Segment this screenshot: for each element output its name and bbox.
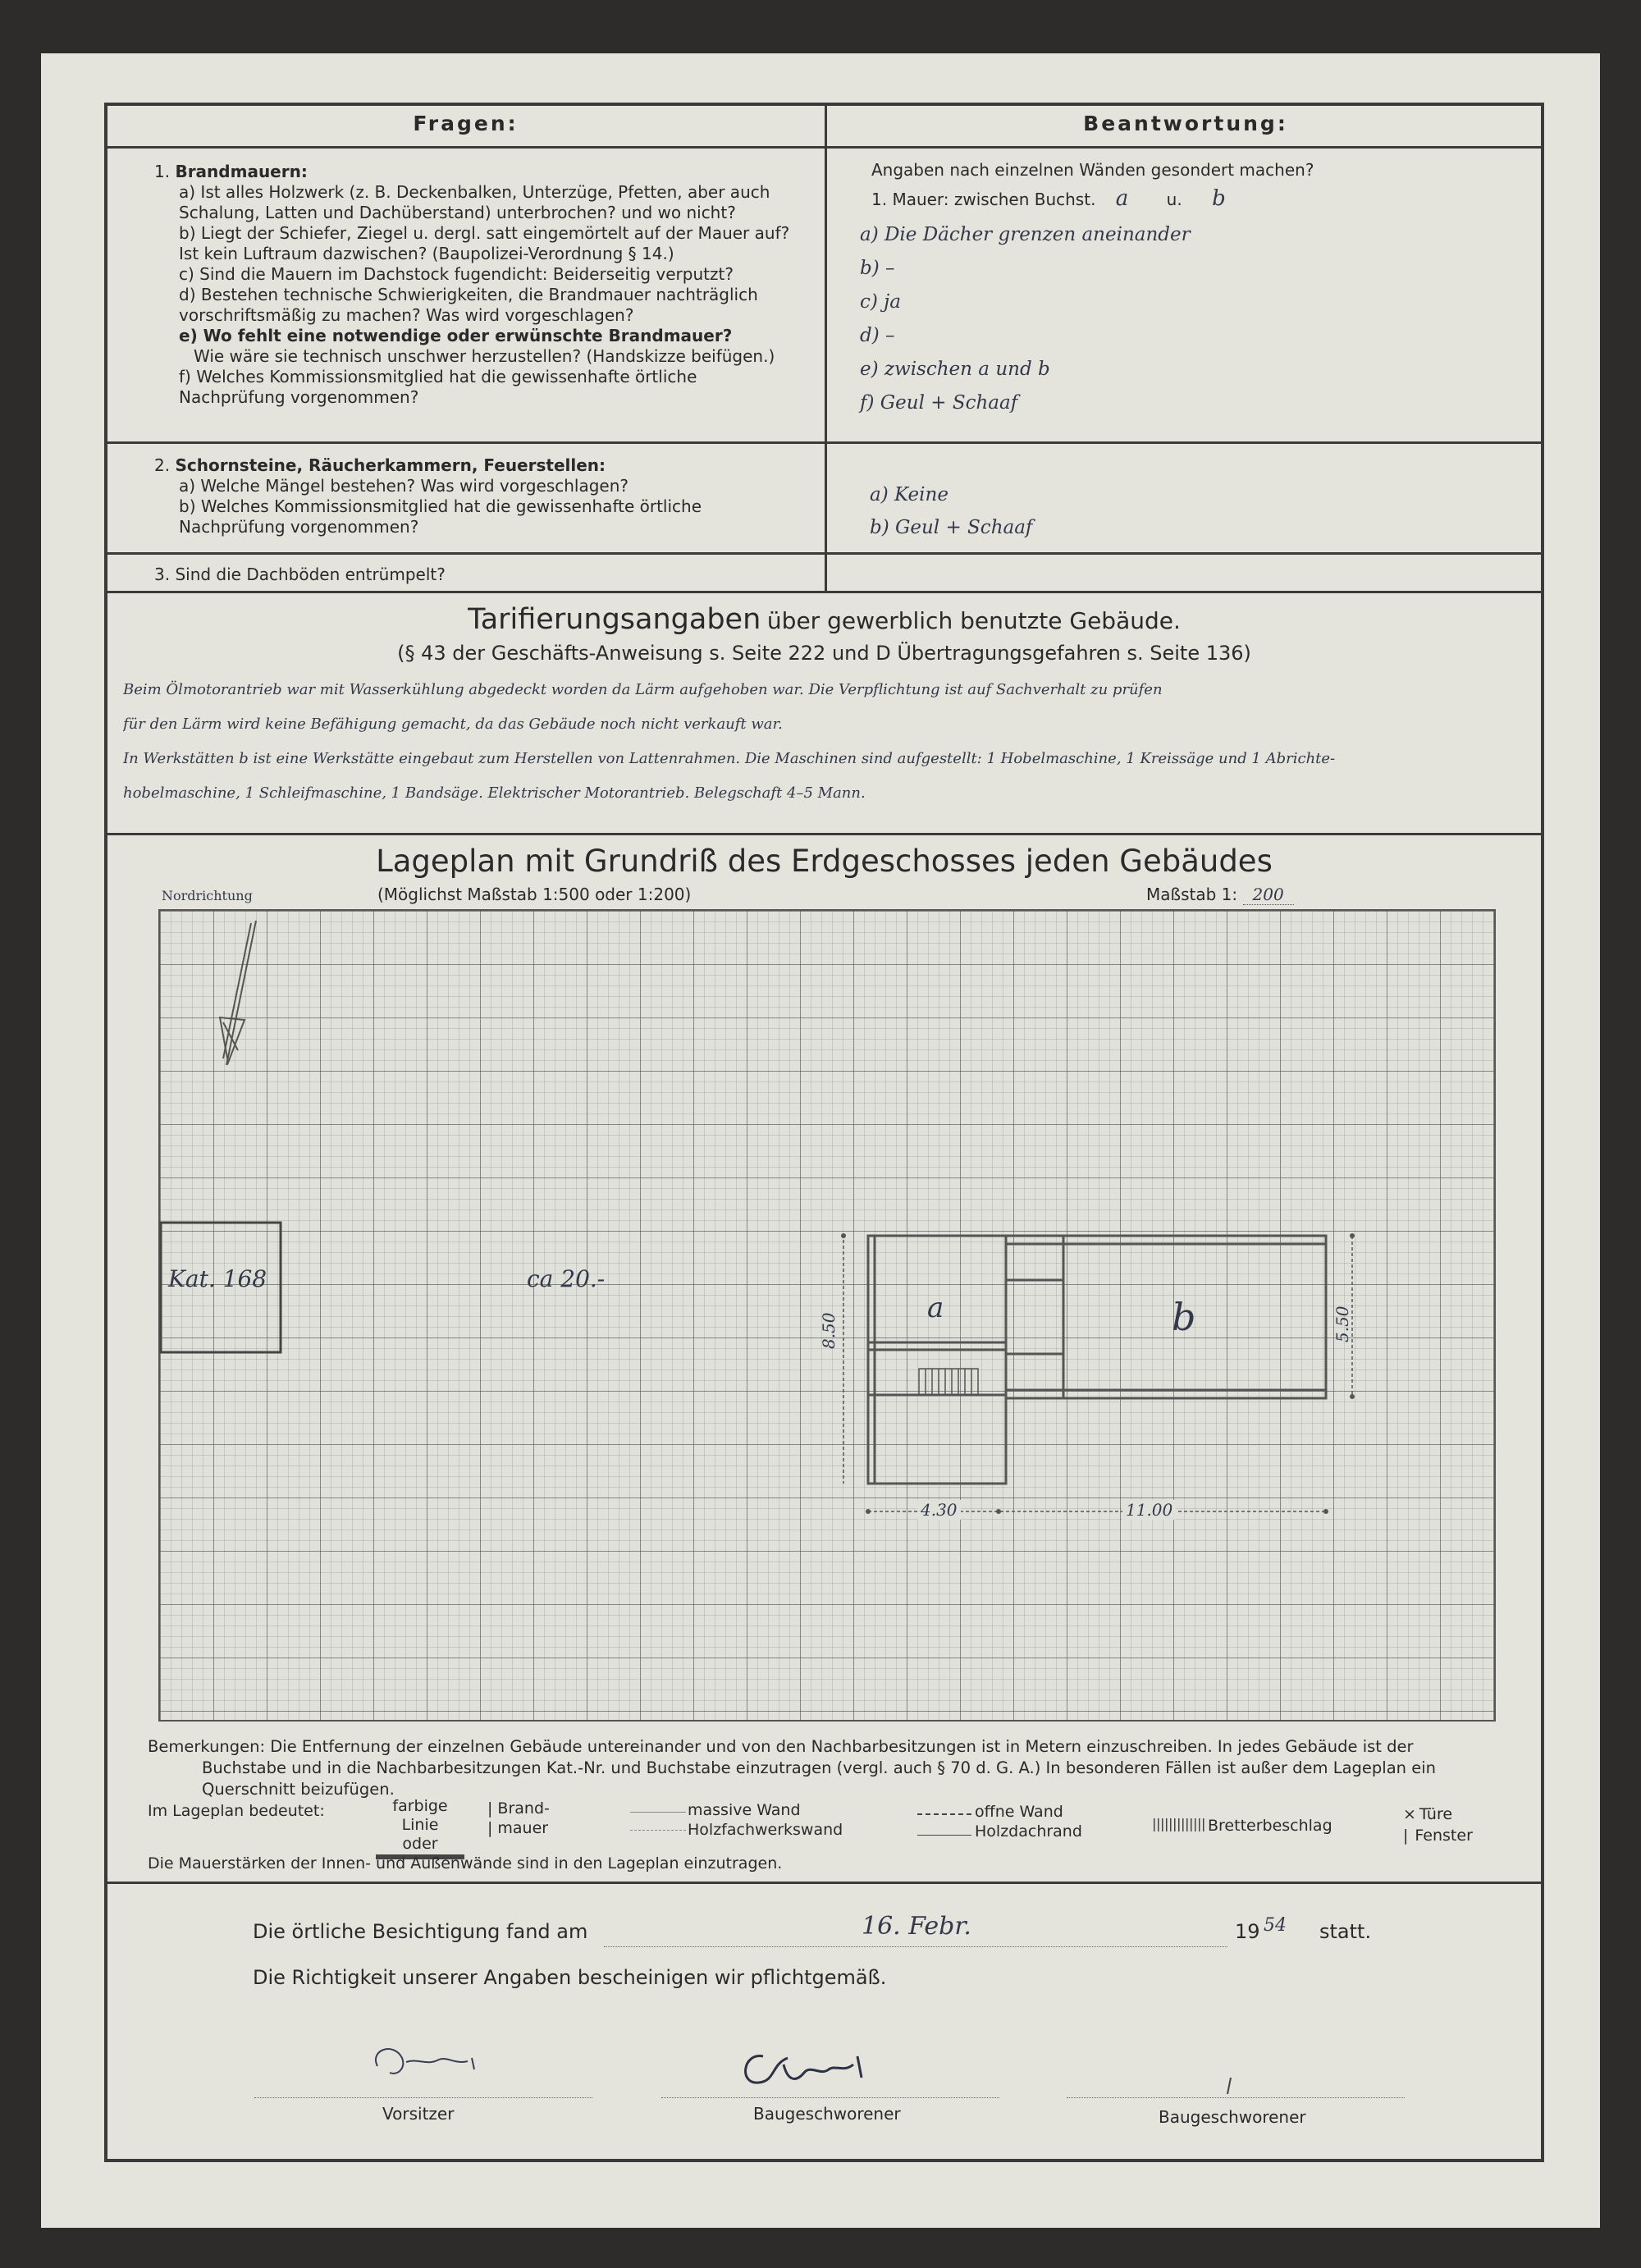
legend-door-window — [1403, 1804, 1473, 1846]
remarks-line2: Buchstabe und in die Nachbarbesitzungen Kat.-Nr. und Buchstabe einzutragen (vergl. auch § 70 d. G. A.) In besonderen Fällen ist außer dem Lageplan ein — [202, 1758, 1437, 1777]
distance-label: ca 20.- — [527, 1265, 606, 1292]
ans1c: c) ja — [860, 291, 902, 313]
section2-questions: 2. Schornsteine, Räucherkammern, Feuerstellen: a) Welche Mängel bestehen? Was wird vorgeschlagen? b) Welches Kommissionsmitglied hat die gewissenhafte örtliche Nachprüfung vorgenommen? — [154, 455, 794, 537]
scale-value: 200 — [1243, 885, 1294, 905]
mauer-letter-a: a — [1115, 186, 1129, 211]
legend-holz: Holzfachwerkswand — [688, 1821, 843, 1839]
inspection-date: 16. Febr. — [862, 1912, 971, 1941]
dimension-ticks — [841, 1233, 1355, 1514]
ans1e: e) zwischen a und b — [860, 359, 1050, 380]
door-icon: × — [1403, 1805, 1416, 1823]
sig3-label: Baugeschworener — [1159, 2107, 1306, 2127]
ans1b: b) – — [860, 258, 895, 279]
section1-answer-intro: Angaben nach einzelnen Wänden gesondert machen? — [871, 160, 1314, 180]
legend-color-text2: oder — [402, 1835, 438, 1853]
legend-solid-wall-swatch — [630, 1812, 686, 1813]
q2b: b) Welches Kommissionsmitglied hat die gewissenhafte örtliche Nachprüfung vorgenommen? — [179, 496, 702, 537]
ans1f: f) Geul + Schaaf — [860, 392, 1018, 414]
legend-massiv: massive Wand — [688, 1801, 801, 1819]
legend-fenster: Fenster — [1415, 1827, 1473, 1845]
q1c: c) Sind die Mauern im Dachstock fugendicht: Beiderseitig verputzt? — [179, 264, 734, 284]
q1b: b) Liegt der Schiefer, Ziegel u. dergl. satt eingemörtelt auf der Mauer auf? Ist kein Luftraum dazwischen? (Baupolizei-Verordnung § 14.) — [179, 223, 790, 263]
legend-offen: offne Wand — [975, 1803, 1063, 1821]
tarif-title-big: Tarifierungsangaben — [468, 603, 761, 636]
cert-divider — [104, 1882, 1544, 1884]
legend-firewall: | Brand- | mauer — [487, 1799, 550, 1837]
building-b-label: b — [1172, 1295, 1196, 1339]
building-a-label: a — [927, 1292, 944, 1324]
q3: 3. Sind die Dachböden entrümpelt? — [154, 565, 446, 584]
legend-colored-line — [376, 1797, 464, 1859]
juror1-signature — [738, 2040, 903, 2106]
legend-bretter: Bretterbeschlag — [1208, 1817, 1332, 1835]
remarks-line3: Querschnitt beizufügen. — [202, 1780, 395, 1799]
ans2a: a) Keine — [870, 484, 948, 505]
legend-board-swatch — [1154, 1818, 1204, 1831]
mauer-letter-b: b — [1212, 186, 1226, 211]
window-icon: | — [1403, 1827, 1409, 1845]
signature-line-2 — [661, 2097, 999, 2098]
signature-line-1 — [254, 2097, 592, 2098]
year-handwritten: 54 — [1264, 1915, 1287, 1936]
north-arrow-icon — [220, 921, 256, 1065]
tarif-hand-line1: Beim Ölmotorantrieb war mit Wasserkühlung abgedeckt worden da Lärm aufgehoben war. Die Verpflichtung ist auf Sachverhalt zu prüfen — [123, 681, 1163, 698]
legend-tuere: Türe — [1419, 1805, 1453, 1823]
legend-brand1: Brand- — [497, 1799, 550, 1818]
section2-title: Schornsteine, Räucherkammern, Feuerstellen: — [175, 455, 606, 475]
date-line — [604, 1946, 1227, 1947]
tarif-hand-line3: In Werkstätten b ist eine Werkstätte eingebaut zum Herstellen von Lattenrahmen. Die Maschinen sind aufgestellt: 1 Hobelmaschine, 1 Kreissäge und 1 Abrichte- — [123, 750, 1336, 767]
board-cladding-icon — [919, 1369, 978, 1395]
tarif-title-rest: über gewerblich benutzte Gebäude. — [766, 607, 1181, 634]
q1f: f) Welches Kommissionsmitglied hat die gewissenhafte örtliche Nachprüfung vorgenommen? — [179, 367, 697, 407]
section1-questions: 1. Brandmauern: a) Ist alles Holzwerk (z. B. Deckenbalken, Unterzüge, Pfetten, aber auch Schalung, Latten und Dachüberstand) unterbrochen? und wo nicht? b) Liegt der Schiefer, Ziegel u. dergl. satt eingemörtelt auf der Mauer auf? Ist kein Luftraum dazwischen? (Baupolizei-Verordnung § 14.) c) Sind die Mauern im Dachstock fugendicht: Beiderseitig verputzt? d) Bestehen technische Schwierigkeiten, die Brandmauer nachträglich vorschriftsmäßig zu machen? Was wird vorgeschlagen? e) Wo fehlt eine notwendige oder erwünschte Brandmauer? Wie wäre sie technisch unschwer herzustellen? (Handskizze beifügen.) f) Welches Kommissionsmitglied hat die gewissenhafte örtliche Nachprüfung vorgenommen? — [154, 162, 794, 408]
answers-header: Beantwortung: — [1083, 112, 1288, 135]
questions-header: Fragen: — [413, 112, 519, 135]
q1d: d) Bestehen technische Schwierigkeiten, die Brandmauer nachträglich vorschriftsmäßig zu machen? Was wird vorgeschlagen? — [179, 285, 758, 325]
tarif-hand-line4: hobelmaschine, 1 Schleifmaschine, 1 Bandsäge. Elektrischer Motorantrieb. Belegschaft 4–5 Mann. — [123, 784, 866, 802]
inspection-statt: statt. — [1319, 1920, 1372, 1943]
legend-timber-wall-swatch — [630, 1830, 686, 1831]
legend-brand2: mauer — [497, 1819, 549, 1837]
legend-open-wall-swatch — [917, 1813, 971, 1815]
building-a — [868, 1236, 1006, 1484]
north-label: Nordrichtung — [162, 888, 253, 903]
dim-1100: 11.00 — [1122, 1500, 1176, 1520]
legend-open — [975, 1802, 1082, 1841]
mauer-label: 1. Mauer: zwischen Buchst. — [871, 190, 1096, 209]
sig2-label: Baugeschworener — [753, 2104, 901, 2124]
chairman-signature — [361, 2033, 525, 2099]
ans1d: d) – — [860, 325, 895, 346]
scale-label: Maßstab 1: — [1146, 885, 1238, 904]
legend-roof-edge-swatch — [917, 1835, 971, 1836]
building-b — [875, 1236, 1326, 1484]
sig1-label: Vorsitzer — [382, 2104, 455, 2124]
q1e-bold: e) Wo fehlt eine notwendige oder erwünschte Brandmauer? — [179, 326, 733, 345]
dimension-lines — [843, 1234, 1352, 1511]
tarif-hand-line2: für den Lärm wird keine Befähigung gemacht, da das Gebäude noch nicht verkauft war. — [123, 716, 783, 733]
mauer-und: u. — [1166, 190, 1182, 209]
legend-dachrand: Holzdachrand — [975, 1822, 1082, 1840]
kat-label: Kat. 168 — [168, 1265, 267, 1292]
q1e-rest: Wie wäre sie technisch unschwer herzustellen? (Handskizze beifügen.) — [194, 346, 775, 366]
scale-hint: (Möglichst Maßstab 1:500 oder 1:200) — [377, 885, 692, 904]
walls-note: Die Mauerstärken der Innen- und Außenwände sind in den Lageplan einzutragen. — [148, 1854, 783, 1872]
ans2b: b) Geul + Schaaf — [870, 517, 1033, 538]
legend-color-text1: farbige Linie — [392, 1797, 448, 1834]
dim-850: 8.50 — [819, 1312, 839, 1349]
legend-walls — [688, 1800, 843, 1840]
remarks-line1: Bemerkungen: Die Entfernung der einzelnen Gebäude untereinander und von den Nachbarbesitzungen ist in Metern einzuschreiben. In jedes Gebäude ist der — [148, 1737, 1414, 1756]
ans1a: a) Die Dächer grenzen aneinander — [860, 224, 1191, 245]
juror2-signature-mark — [1214, 2074, 1247, 2099]
q1a: a) Ist alles Holzwerk (z. B. Deckenbalken, Unterzüge, Pfetten, aber auch Schalung, Latten und Dachüberstand) unterbrochen? und wo nicht? — [179, 182, 770, 222]
dim-550: 5.50 — [1332, 1305, 1352, 1342]
plan-title: Lageplan mit Grundriß des Erdgeschosses jeden Gebäudes — [376, 844, 1273, 879]
section1-title: Brandmauern: — [175, 162, 308, 181]
certify-text: Die Richtigkeit unserer Angaben bescheinigen wir pflichtgemäß. — [253, 1966, 887, 1989]
q2a: a) Welche Mängel bestehen? Was wird vorgeschlagen? — [179, 476, 629, 496]
dim-430: 4.30 — [917, 1500, 961, 1520]
remarks — [148, 1736, 1526, 1800]
signature-line-3 — [1067, 2097, 1405, 2098]
legend-intro: Im Lageplan bedeutet: — [148, 1802, 325, 1820]
tarif-subtitle: (§ 43 der Geschäfts-Anweisung s. Seite 222 und D Übertragungsgefahren s. Seite 136) — [397, 642, 1251, 665]
year-prefix: 19 — [1235, 1920, 1260, 1943]
inspection-text: Die örtliche Besichtigung fand am — [253, 1920, 588, 1943]
